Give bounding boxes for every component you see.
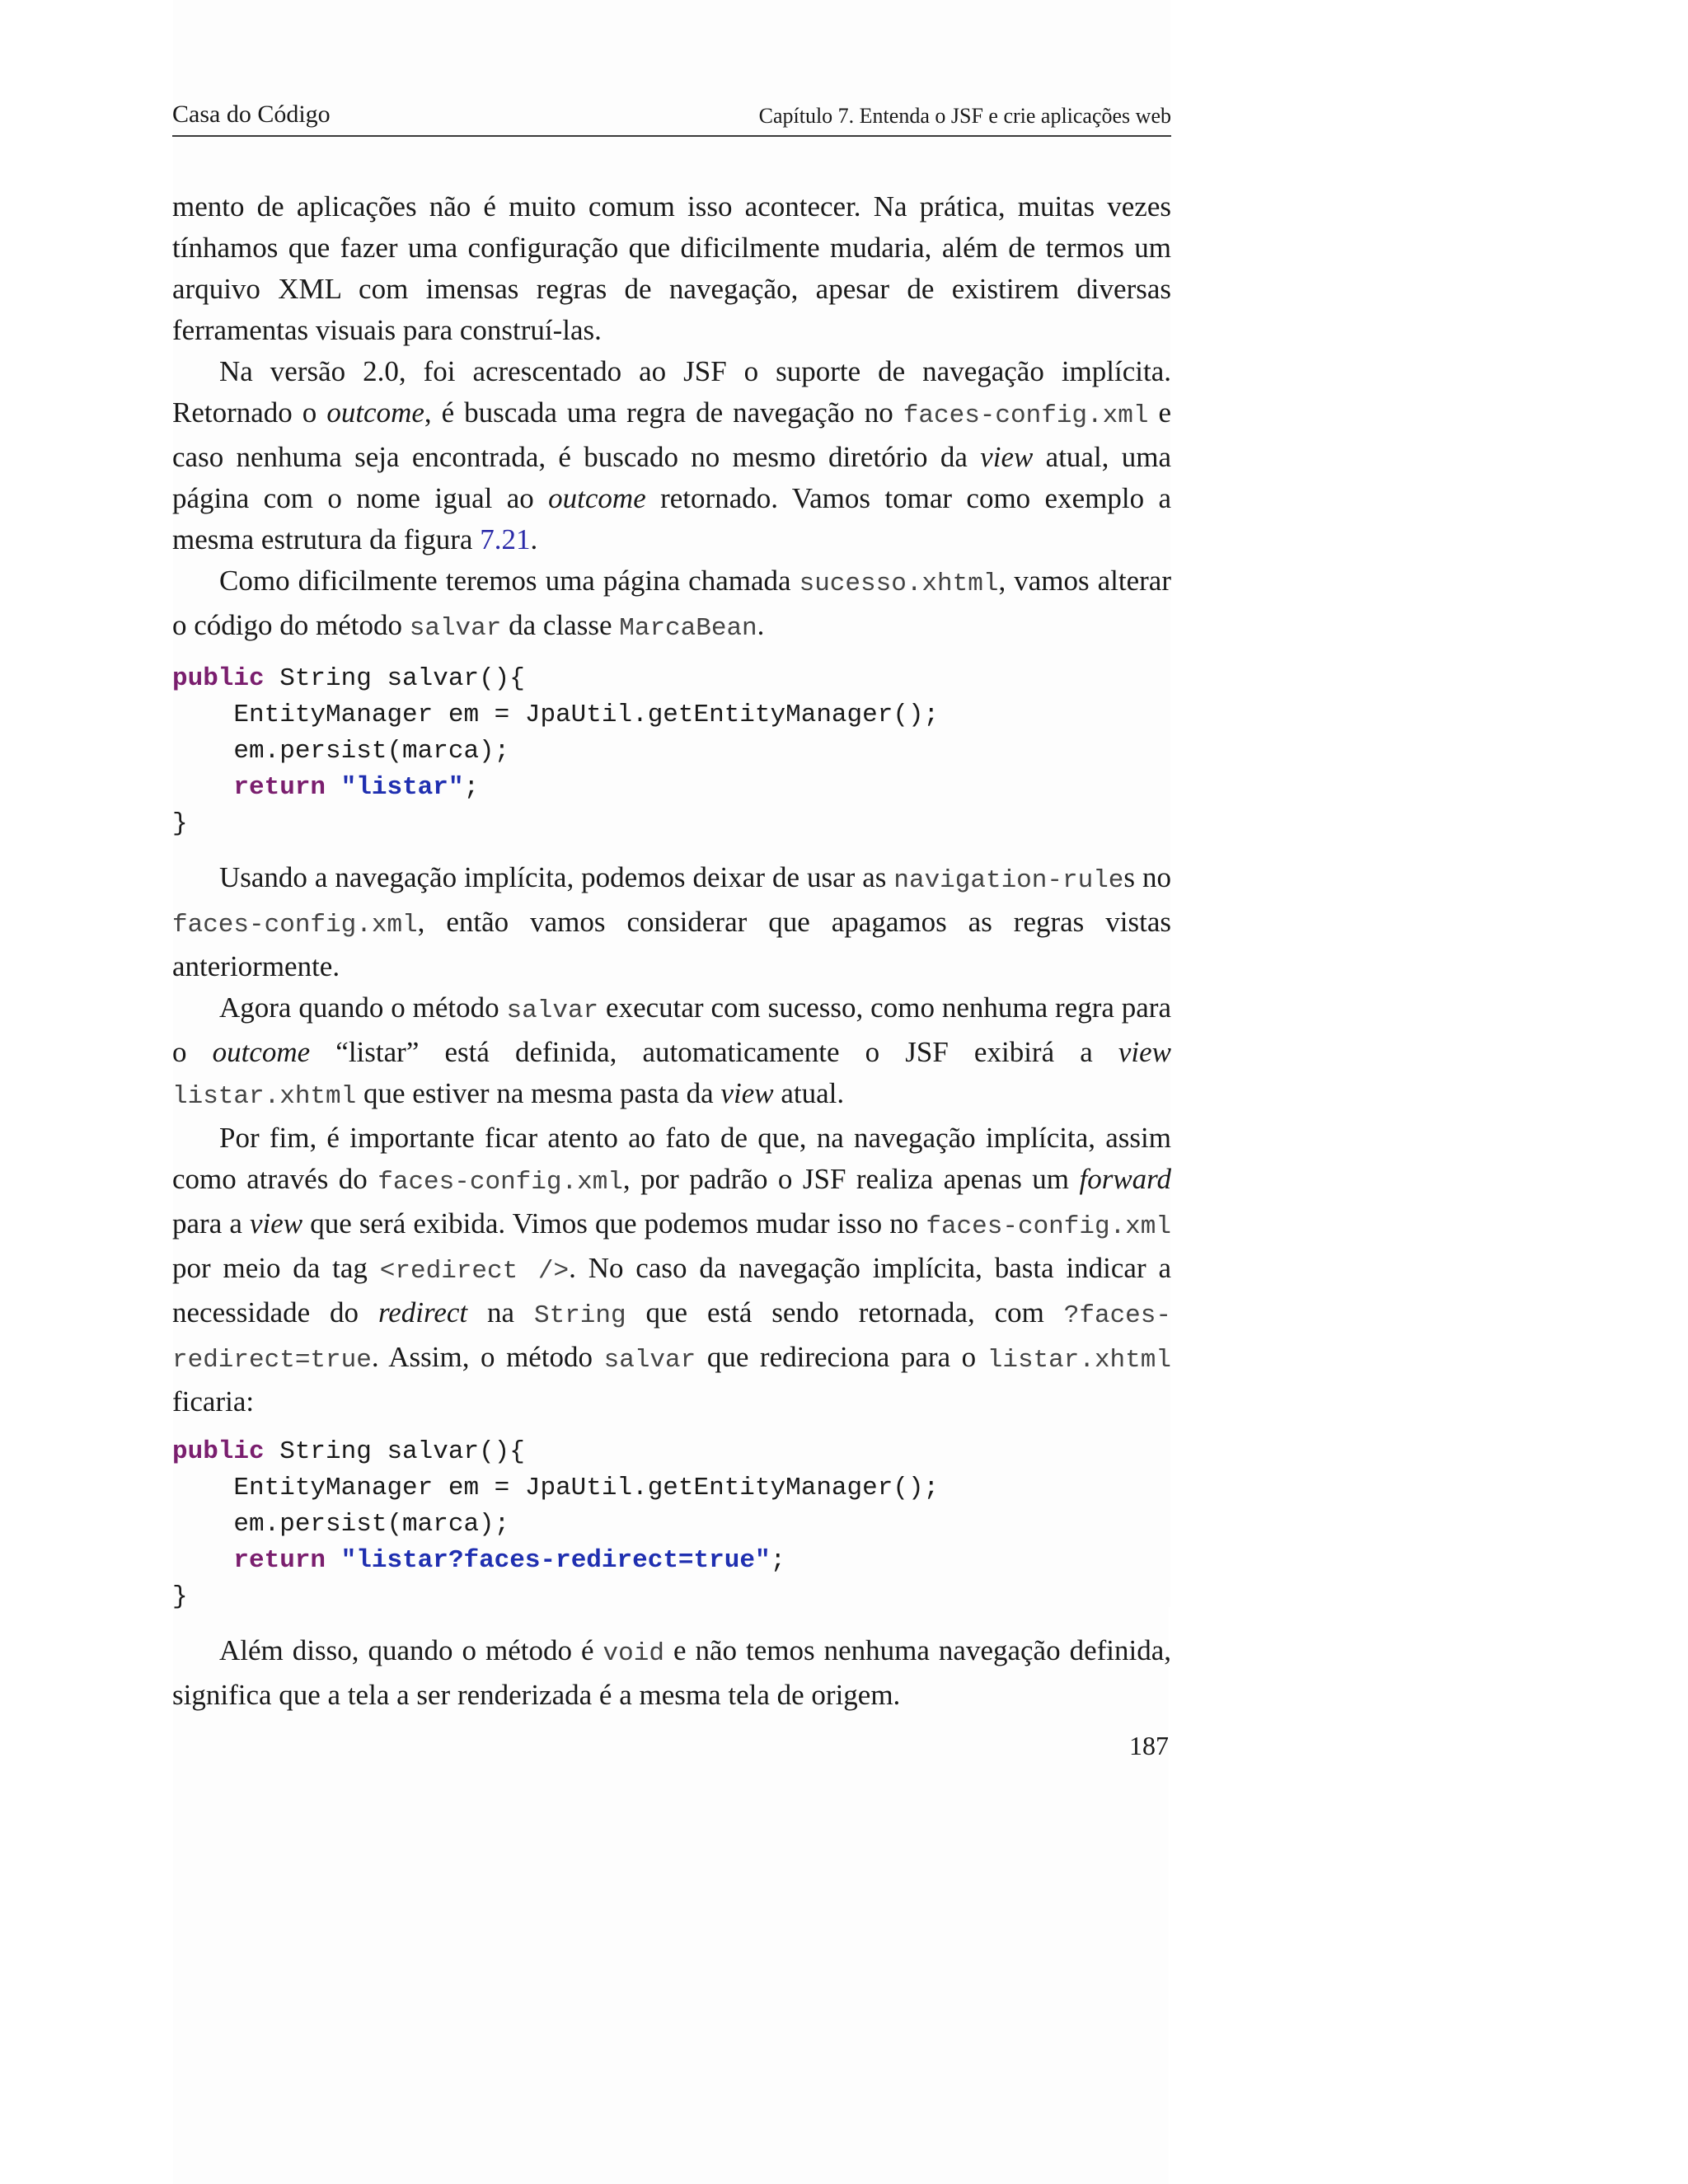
text: , por padrão o JSF realiza apenas um — [622, 1163, 1080, 1195]
text: Além disso, quando o método é — [219, 1634, 603, 1666]
page-content — [172, 186, 1171, 1716]
text: “listar” está definida, automaticamente o JSF exibirá a — [310, 1036, 1118, 1068]
code-line: EntityManager em = JpaUtil.getEntityManager(); — [172, 701, 940, 729]
code-string: "listar?faces-redirect=true" — [340, 1546, 771, 1575]
text: e não temos nenhuma navegação definida, significa que a tela a ser renderizada é a mesma tela de origem. — [172, 1634, 1172, 1711]
text: na — [467, 1296, 534, 1329]
page-margin — [1169, 1607, 1688, 2184]
code-text: String salvar(){ — [264, 664, 525, 693]
paragraph — [172, 1118, 1171, 1422]
text: Usando a navegação implícita, podemos deixar de usar as — [219, 861, 894, 893]
text: Agora quando o método — [219, 991, 507, 1024]
inline-code: String — [533, 1301, 626, 1330]
text: atual. — [773, 1077, 845, 1109]
paragraph: mento de aplicações não é muito comum isso acontecer. Na prática, muitas vezes tínhamos que fazer uma configuração que dificilmente mudaria, além de termos um arquivo XML com imensas regras de navegação, apesar de existirem diversas ferramentas visuais para construí-las. — [172, 190, 1171, 346]
emphasis: outcome — [548, 482, 646, 514]
emphasis: view — [980, 441, 1034, 473]
text: . Assim, o método — [371, 1341, 604, 1373]
code-keyword: return — [233, 1546, 326, 1575]
code-indent — [172, 1546, 233, 1575]
running-header — [172, 97, 1171, 137]
inline-code: listar.xhtml — [172, 1082, 357, 1111]
code-text — [326, 1546, 341, 1575]
inline-code: sucesso.xhtml — [799, 569, 999, 598]
paragraph — [172, 987, 1171, 1118]
paragraph — [172, 857, 1171, 987]
emphasis: forward — [1079, 1163, 1171, 1195]
text: que será exibida. Vimos que podemos mudar isso no — [302, 1207, 926, 1240]
emphasis: outcome — [212, 1036, 311, 1068]
code-block — [172, 661, 1171, 842]
inline-code: salvar — [603, 1346, 696, 1375]
code-keyword: public — [172, 664, 265, 693]
text: retornado. Vamos tomar como exemplo a mesma estrutura da figura — [172, 482, 1171, 555]
text: . No caso da navegação implícita, basta indicar a necessidade do — [172, 1252, 1171, 1329]
text: para a — [172, 1207, 250, 1240]
text: , é buscada uma regra de navegação no — [424, 396, 903, 429]
text: , vamos alterar o código do método — [172, 565, 1171, 641]
emphasis: view — [250, 1207, 303, 1240]
text: que redireciona para o — [696, 1341, 987, 1373]
emphasis: outcome — [326, 396, 424, 429]
code-line: } — [172, 1582, 188, 1611]
text: , então vamos considerar que apagamos as regras vistas anteriormente. — [172, 906, 1171, 982]
inline-code: faces-config.xml — [377, 1168, 623, 1197]
code-text: ; — [770, 1546, 786, 1575]
text: . — [757, 609, 765, 641]
text: que estiver na mesma pasta da — [356, 1077, 721, 1109]
text: s no — [1123, 861, 1171, 893]
code-text: String salvar(){ — [264, 1437, 525, 1466]
text: por meio da tag — [172, 1252, 380, 1284]
text: ficaria: — [172, 1385, 255, 1418]
paragraph — [172, 1630, 1171, 1716]
inline-code: salvar — [506, 996, 599, 1025]
text: da classe — [501, 609, 620, 641]
code-indent — [172, 773, 233, 802]
emphasis: view — [720, 1077, 774, 1109]
code-line: em.persist(marca); — [172, 1510, 510, 1539]
code-line: } — [172, 809, 188, 838]
text: e caso nenhuma seja encontrada, é buscado no mesmo diretório da — [172, 396, 1171, 473]
text: Por fim, é importante ficar atento ao fato de que, na navegação implícita, assim como através do — [172, 1122, 1171, 1195]
code-line: em.persist(marca); — [172, 737, 510, 766]
emphasis: redirect — [377, 1296, 468, 1329]
inline-code: faces-config.xml — [926, 1212, 1171, 1241]
code-line: EntityManager em = JpaUtil.getEntityManager(); — [172, 1474, 940, 1502]
code-block — [172, 1434, 1171, 1615]
code-string: "listar" — [340, 773, 464, 802]
code-keyword: public — [172, 1437, 265, 1466]
paragraph — [172, 351, 1171, 560]
inline-code: faces-config.xml — [903, 401, 1149, 430]
code-text — [326, 773, 341, 802]
text: que está sendo retornada, com — [626, 1296, 1064, 1329]
inline-code: salvar — [409, 614, 502, 643]
header-book-title: Casa do Código — [172, 101, 331, 128]
inline-code: ?faces-redirect=true — [172, 1301, 1171, 1375]
figure-reference-link[interactable]: 7.21 — [480, 523, 531, 555]
inline-code: MarcaBean — [619, 614, 757, 643]
inline-code: faces-config.xml — [172, 911, 418, 940]
inline-code: void — [603, 1639, 664, 1668]
emphasis: view — [1118, 1036, 1171, 1068]
code-keyword: return — [233, 773, 326, 802]
text: Na versão 2.0, foi acrescentado ao JSF o suporte de navegação implícita. Retornado o — [172, 355, 1171, 429]
paragraph — [172, 560, 1171, 649]
text: executar com sucesso, como nenhuma regra para o — [172, 991, 1172, 1068]
code-text: ; — [463, 773, 480, 802]
text: Como dificilmente teremos uma página chamada — [219, 565, 799, 597]
page-number: 187 — [1129, 1731, 1169, 1760]
inline-code: navigation-rule — [893, 866, 1124, 895]
inline-code: listar.xhtml — [987, 1346, 1171, 1375]
text: atual, uma página com o nome igual ao — [172, 441, 1172, 514]
text: . — [530, 523, 538, 555]
header-chapter-title: Capítulo 7. Entenda o JSF e crie aplicações web — [758, 104, 1171, 128]
inline-code: <redirect /> — [379, 1257, 570, 1286]
